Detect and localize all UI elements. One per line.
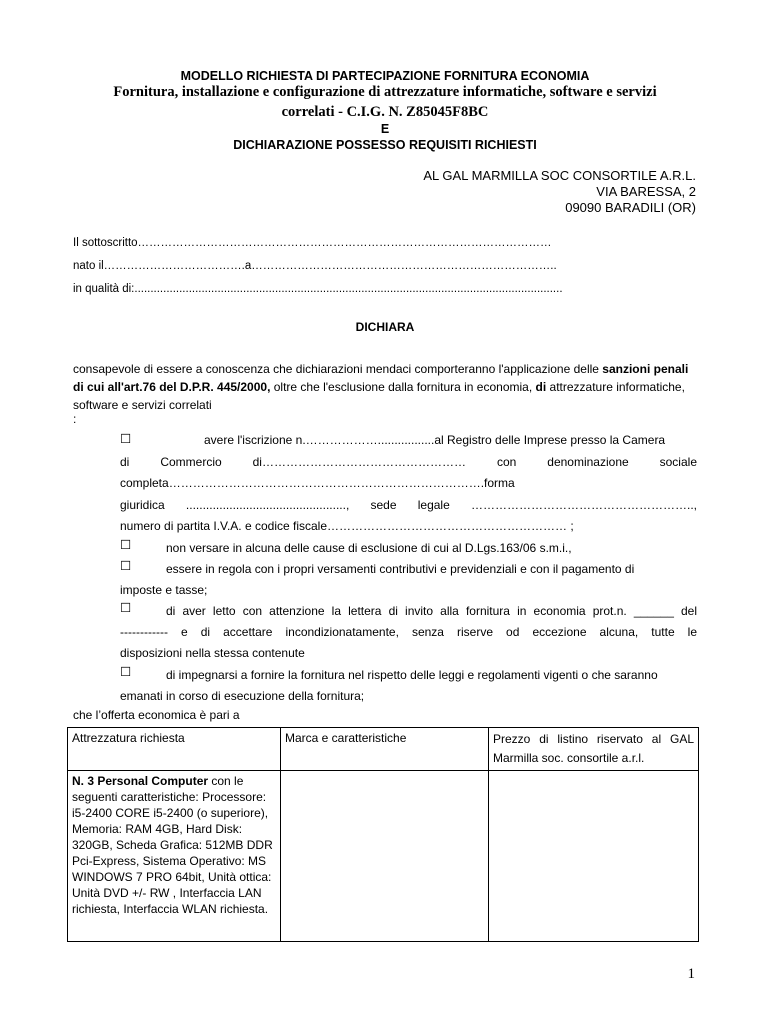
address-line-3: 09090 BARADILI (OR) [565, 200, 696, 215]
table-header-marca: Marca e caratteristiche [281, 728, 489, 771]
item-iscrizione-line5: numero di partita I.V.A. e codice fiscale…………………………………………………… ; [120, 519, 574, 533]
item-iscrizione-line4: giuridica ................................................, sede legale ……………………………………………….., [120, 498, 697, 512]
field-qualita: in qualità di:...................................................................................................................................... [73, 283, 563, 295]
checkbox-regolarita[interactable]: ☐ [120, 559, 132, 573]
doc-title-conjunction: E [380, 122, 390, 136]
table-cell-item-specs: con le seguenti caratteristiche: Processore: i5-2400 CORE i5-2400 (o superiore), Memoria: RAM 4GB, Hard Disk: 320GB, Scheda Grafica: 512MB DDR Pci-Express, Sistema Operativo: MS WINDOWS 7 PRO 64bit, Unità ottica: Unità DVD +/- RW , Interfaccia LAN richiesta, Interfaccia WLAN richiesta. [72, 774, 273, 916]
doc-subtitle-cig: correlati - C.I.G. N. Z85045F8BC [281, 104, 489, 120]
item-lettera-invito-line3: disposizioni nella stessa contenute [120, 646, 305, 660]
field-sottoscritto: Il sottoscritto……………………………………………………………………………………………… [73, 237, 552, 249]
item-lettera-invito-line2: ------------ e di accettare incondizionatamente, senza riserve od eccezione alcuna, tutte le [120, 625, 697, 639]
intro-paragraph [73, 360, 698, 414]
page-number: 1 [687, 966, 695, 982]
table-header-prezzo: Prezzo di listino riservato al GAL Marmilla soc. consortile a.r.l. [488, 728, 698, 771]
item-impegno-line2: emanati in corso di esecuzione della fornitura; [120, 689, 365, 703]
doc-title: MODELLO RICHIESTA DI PARTECIPAZIONE FORNITURA ECONOMIA [180, 69, 590, 83]
table-cell-attrezzatura [68, 771, 281, 942]
intro-colon: : [73, 412, 77, 426]
checkbox-esclusione[interactable]: ☐ [120, 538, 132, 552]
intro-text-2: oltre che l'esclusione dalla fornitura in economia, [270, 380, 536, 394]
item-impegno-line1: di impegnarsi a fornire la fornitura nel rispetto delle leggi e regolamenti vigenti o che saranno [166, 668, 658, 682]
table-cell-item-title: N. 3 Personal Computer [72, 774, 209, 788]
doc-title-declaration: DICHIARAZIONE POSSESSO REQUISITI RICHIESTI [233, 138, 537, 152]
item-iscrizione-line3: completa…………………………………………………………………….forma [120, 476, 515, 490]
table-header-row [68, 728, 699, 771]
offer-intro: che l’offerta economica è pari a [73, 708, 240, 722]
intro-text-bold: sanzioni penali di cui all'art.76 del D.P.R. 445/2000, [73, 362, 689, 394]
intro-text-1: consapevole di essere a conoscenza che dichiarazioni mendaci comporteranno l'applicazione delle [73, 362, 603, 376]
checkbox-impegno[interactable]: ☐ [120, 665, 132, 679]
checkbox-lettera-invito[interactable]: ☐ [120, 601, 132, 615]
doc-subtitle: Fornitura, installazione e configurazione di attrezzature informatiche, software e servizi [113, 84, 657, 100]
address-line-1: AL GAL MARMILLA SOC CONSORTILE A.R.L. [423, 168, 696, 183]
item-esclusione: non versare in alcuna delle cause di esclusione di cui al D.Lgs.163/06 s.m.i., [166, 541, 572, 555]
section-heading-dichiara: DICHIARA [355, 320, 415, 334]
item-regolarita-line1: essere in regola con i propri versamenti contributivi e previdenziali e con il pagamento di [166, 562, 635, 576]
intro-text-3: attrezzature informatiche, software e servizi correlati [73, 380, 685, 412]
table-header-attrezzatura: Attrezzatura richiesta [68, 728, 281, 771]
item-lettera-invito-line1: di aver letto con attenzione la lettera di invito alla fornitura in economia prot.n. ______ del [166, 604, 697, 618]
item-iscrizione-line1: avere l'iscrizione n.……………….................al Registro delle Imprese presso la Camera [204, 433, 666, 447]
table-row [68, 771, 699, 942]
intro-text-bold-di: di [535, 380, 547, 394]
table-cell-prezzo-input[interactable] [488, 771, 698, 942]
item-iscrizione-line2: di Commercio di…………………………………………… con denominazione sociale [120, 455, 697, 469]
offer-table [67, 727, 699, 942]
checkbox-iscrizione[interactable]: ☐ [120, 432, 132, 446]
table-cell-marca-input[interactable] [281, 771, 489, 942]
address-line-2: VIA BARESSA, 2 [596, 184, 696, 199]
field-nato: nato il……………………………….a…………………………………………………………………….. [73, 260, 557, 272]
item-regolarita-line2: imposte e tasse; [120, 583, 208, 597]
